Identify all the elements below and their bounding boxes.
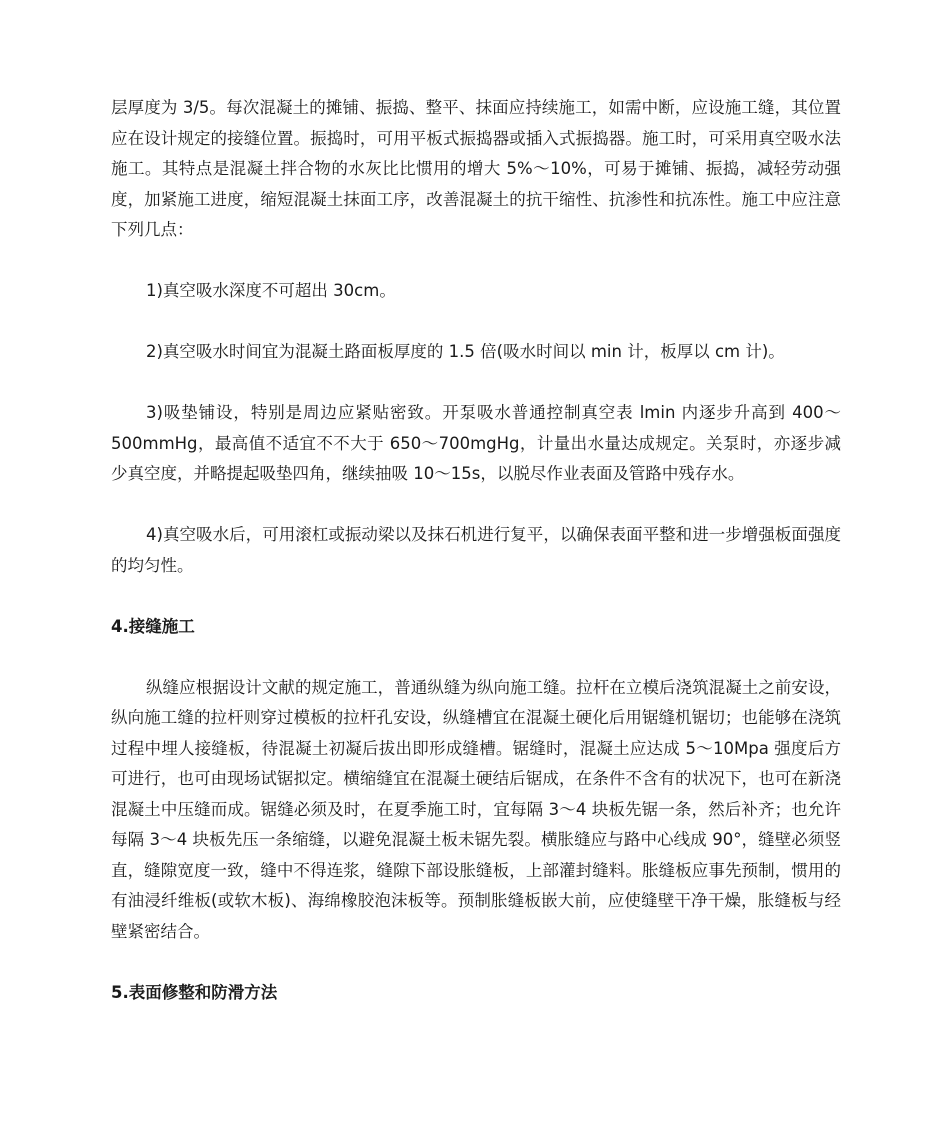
- paragraph-gap: [111, 490, 841, 521]
- document-page: [111, 93, 841, 1008]
- paragraph-joints: 纵缝应根据设计文献的规定施工，普通纵缝为纵向施工缝。拉杆在立模后浇筑混凝土之前安设，纵向施工缝的拉杆则穿过模板的拉杆孔安设，纵缝槽宜在混凝土硬化后用锯缝机锯切；也能够在浇筑过程中埋人接缝板，待混凝土初凝后拔出即形成缝槽。锯缝时，混凝土应达成 5～10Mpa 强度后方可进行，也可由现场试锯拟定。横缩缝宜在混凝土硬结后锯成，在条件不含有的状况下，也可在新浇混凝土中压缝而成。锯缝必须及时，在夏季施工时，宜每隔 3～4 块板先锯一条，然后补齐；也允许每隔 3～4 块板先压一条缩缝，以避免混凝土板未锯先裂。横胀缝应与路中心线成 90°，缝壁必须竖直，缝隙宽度一致，缝中不得连浆，缝隙下部设胀缝板，上部灌封缝料。胀缝板应事先预制，惯用的有油浸纤维板(或软木板)、海绵橡胶泡沫板等。预制胀缝板嵌大前，应使缝壁干净干燥，胀缝板与经壁紧密结合。: [111, 677, 841, 941]
- paragraph-gap: [111, 246, 841, 277]
- list-item-3: 3)吸垫铺设，特别是周边应紧贴密致。开泵吸水普通控制真空表 lmin 内逐步升高到 400～500mmHg，最高值不适宜不不大于 650～700mgHg，计量出水量达成规定。关泵时，亦逐步减少真空度，并略提起吸垫四角，继续抽吸 10～15s，以脱尽作业表面及管路中残存水。: [111, 403, 841, 483]
- paragraph-intro: 层厚度为 3/5。每次混凝土的摊铺、振捣、整平、抹面应持续施工，如需中断，应设施工缝，其位置应在设计规定的接缝位置。振捣时，可用平板式振捣器或插入式振捣器。施工时，可采用真空吸水法施工。其特点是混凝土拌合物的水灰比比惯用的增大 5%～10%，可易于摊铺、振捣，减轻劳动强度，加紧施工进度，缩短混凝土抹面工序，改善混凝土的抗干缩性、抗渗性和抗冻性。施工中应注意下列几点：: [111, 98, 841, 239]
- list-item-4: 4)真空吸水后，可用滚杠或振动梁以及抹石机进行复平，以确保表面平整和进一步增强板面强度的均匀性。: [111, 525, 841, 575]
- list-item-2: 2)真空吸水时间宜为混凝土路面板厚度的 1.5 倍(吸水时间以 min 计，板厚以 cm 计)。: [146, 342, 785, 361]
- paragraph-gap: [111, 581, 841, 612]
- section-heading-surface-finishing: 5.表面修整和防滑方法: [111, 982, 278, 1002]
- paragraph-gap: [111, 307, 841, 338]
- list-item-1: 1)真空吸水深度不可超出 30cm。: [146, 281, 396, 300]
- paragraph-gap: [111, 368, 841, 399]
- paragraph-gap: [111, 947, 841, 978]
- paragraph-gap: [111, 642, 841, 673]
- section-heading-joint-construction: 4.接缝施工: [111, 616, 195, 636]
